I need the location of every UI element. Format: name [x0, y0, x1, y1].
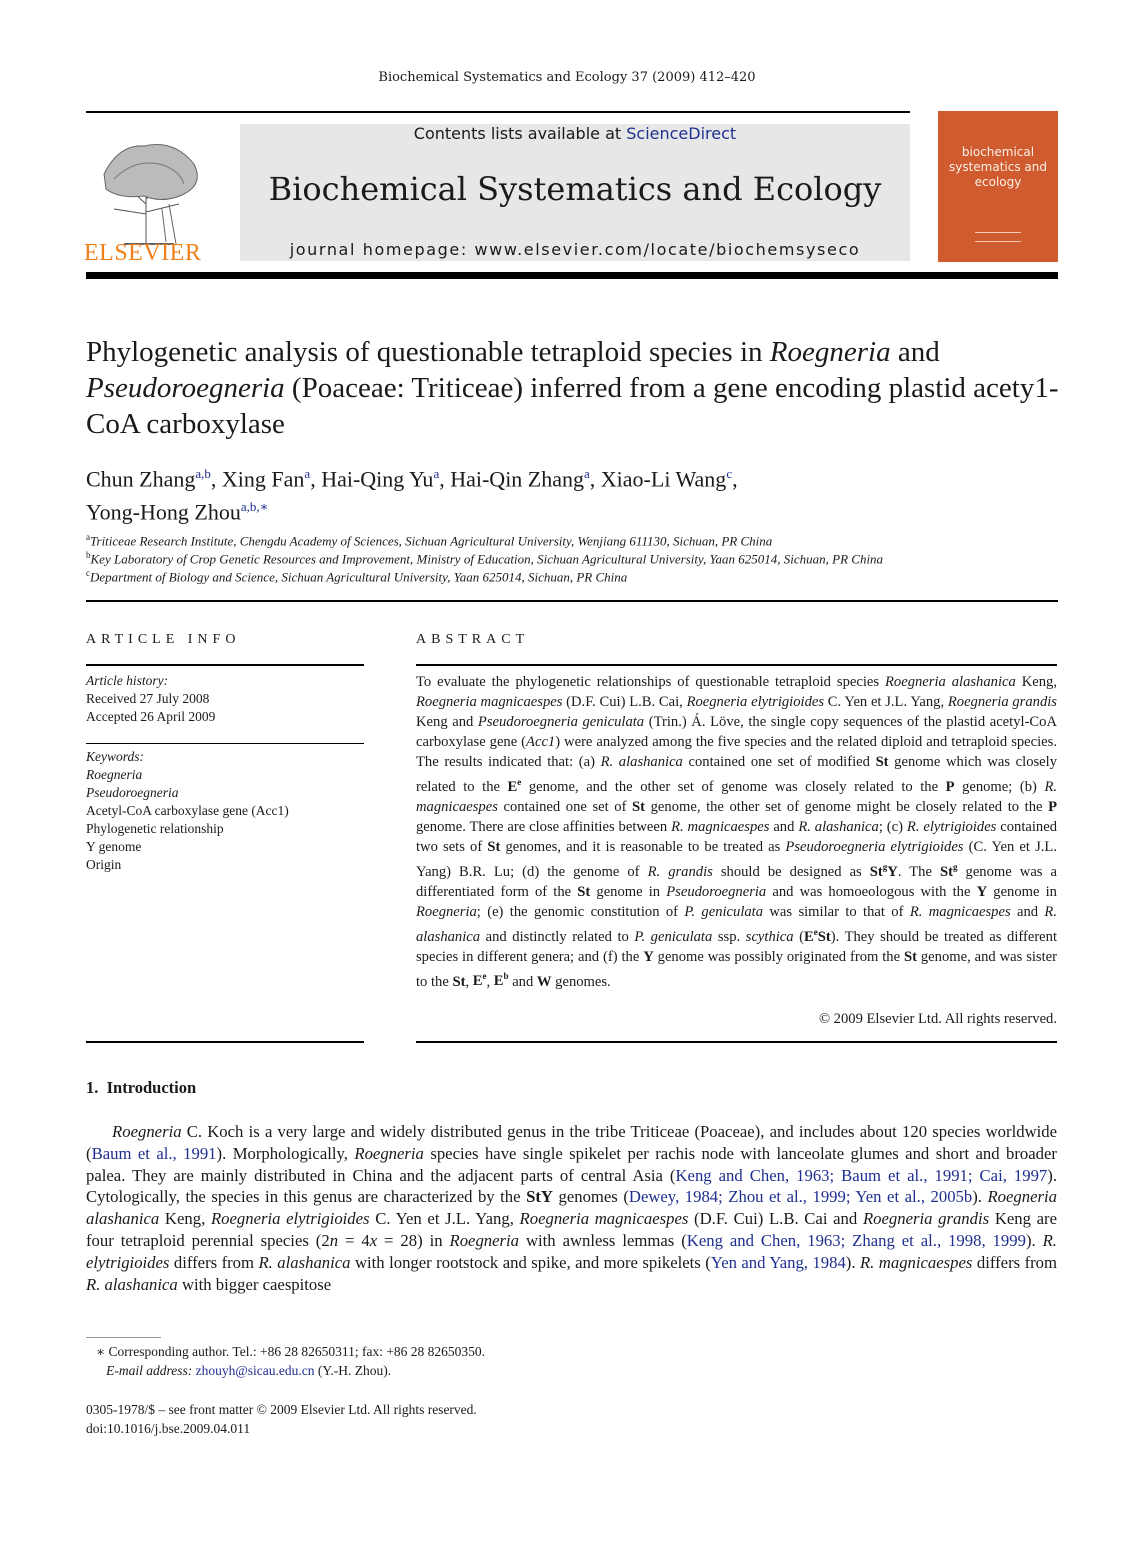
front-matter-note [86, 1400, 477, 1438]
author-name: Xing Fan [221, 466, 305, 492]
article-info-rule [86, 664, 364, 666]
masthead-top-rule [86, 111, 910, 113]
citation-link[interactable]: Keng and Chen, 1963; Zhang et al., 1998, 1999 [686, 1230, 1026, 1250]
author-name: Hai-Qing Yu [321, 466, 434, 492]
abstract-bottom-rule [416, 1041, 1057, 1043]
article-info-heading: ARTICLE INFO [86, 632, 241, 647]
running-header: Biochemical Systematics and Ecology 37 (2009) 412–420 [378, 70, 756, 85]
citation-link[interactable]: Keng and Chen, 1963; Baum et al., 1991; Cai, 1997 [675, 1165, 1048, 1185]
citation-link[interactable]: Baum et al., 1991 [91, 1143, 217, 1163]
keyword: Acetyl-CoA carboxylase gene (Acc1) [86, 803, 289, 818]
footnote-rule [86, 1337, 161, 1338]
front-matter: 0305-1978/$ – see front matter © 2009 Elsevier Ltd. All rights reserved. [86, 1402, 477, 1417]
article-title [86, 334, 1066, 442]
author-list: Chun Zhang$^{a,b}$, Xing Fan$^a$, Hai-Qing Yu$^a$, Hai-Qin Zhang$^a$, Xiao-Li Wang$^c$, Yong-Hong Zhou$^{a,b,∗}$ [86, 466, 738, 525]
keyword: Roegneria [86, 767, 143, 782]
title-part: Phylogenetic analysis of questionable tetraploid species in [86, 336, 770, 368]
abstract-copyright: © 2009 Elsevier Ltd. All rights reserved. [818, 1011, 1057, 1027]
email-label: E-mail address: [106, 1363, 193, 1378]
abstract-rule [416, 664, 1057, 666]
publisher-wordmark: ELSEVIER [84, 240, 202, 266]
received-date: Received 27 July 2008 [86, 691, 210, 706]
corresponding-author-note [96, 1342, 485, 1380]
email-link[interactable]: zhouyh@sicau.edu.cn [195, 1363, 315, 1378]
masthead-bottom-rule [86, 272, 1058, 279]
header-divider [86, 600, 1058, 602]
introduction-heading: 1. Introduction [86, 1078, 197, 1097]
abstract-heading: ABSTRACT [416, 632, 530, 647]
title-genus-pseudoroegneria: Pseudoroegneria [86, 372, 285, 404]
history-label: Article history: [86, 673, 169, 688]
author-name: Yong-Hong Zhou [86, 499, 241, 525]
affiliation-marker: a [86, 532, 90, 542]
title-part: (Poaceae: Triticeae) inferred from a gene encoding plastid acety1-CoA carboxylase [86, 372, 1059, 440]
keyword: Origin [86, 857, 122, 872]
affiliation [86, 565, 1066, 585]
title-part: and [890, 336, 940, 368]
citation-link[interactable]: Dewey, 1984; Zhou et al., 1999; Yen et al., 2005b [628, 1187, 973, 1207]
cover-small-logo-icon [975, 232, 1021, 242]
affiliation-marker: c [86, 568, 90, 578]
contents-prefix: Contents lists available at [413, 124, 627, 143]
author-affil-link[interactable]: c [726, 466, 733, 481]
keywords-label: Keywords: [86, 749, 144, 764]
keyword: Phylogenetic relationship [86, 821, 224, 836]
corresponding-text: ∗ Corresponding author. Tel.: +86 28 82650311; fax: +86 28 82650350. [96, 1344, 486, 1359]
citation-link[interactable]: Yen and Yang, 1984 [710, 1252, 846, 1272]
keyword: Y genome [86, 839, 142, 854]
cover-title: biochemical systematics and ecology [948, 145, 1047, 189]
author-affil-link[interactable]: a [433, 466, 440, 481]
journal-homepage[interactable]: journal homepage: www.elsevier.com/locate/biochemsyseco [289, 240, 861, 259]
author-affil-link[interactable]: a,b,∗ [240, 499, 269, 515]
abstract-text: To evaluate the phylogenetic relationships of questionable tetraploid species Roegneria alashanica Keng, Roegneria magnicaespes (D.F. Cui) L.B. Cai, Roegneria elytrigioides C. Yen et J.L. Yang, Roegneria grandis Keng and Pseudoroegneria geniculata (Trin.) Á. Löve, the single copy sequences of the plastid acetyl-CoA carboxylase gene (Acc1) were analyzed among the five species and the related diploid and tetraploid species. The results indicated that: (a) R. alashanica contained one set of modified St genome which was closely related to the $E^e$ genome, and the other set of genome was closely related to the P genome; (b) R. magnicaespes contained one set of St genome, the other set of genome might be closely related to the P genome. There are close affinities between R. magnicaespes and R. alashanica; (c) R. elytrigioides contained two sets of St genomes, and it is reasonable to be treated as Pseudoroegneria elytrigioides (C. Yen et J.L. Yang) B.R. Lu; (d) the genome of R. grandis should be designed as St$^g$Y. The St$^g$ genome was a differentiated form of the St genome in Pseudoroegneria and was homoeologous with the Y genome in Roegneria; (e) the genomic constitution of P. geniculata was similar to that of R. magnicaespes and R. alashanica and distinctly related to P. geniculata ssp. scythica $(E^eSt)$. They should be treated as different species in different genera; and (f) the Y genome was possibly originated from the St genome, and was sister to the St, $E^e$, $E^b$ and W genomes. [416, 674, 1058, 990]
affiliation-text: Department of Biology and Science, Sichuan Agricultural University, Yaan 625014, Sichuan, PR China [90, 569, 628, 585]
affiliation-text: Key Laboratory of Crop Genetic Resources and Improvement, Ministry of Education, Sichuan Agricultural University, Yaan 625014, Sichuan, PR China [90, 551, 884, 567]
accepted-date: Accepted 26 April 2009 [86, 709, 216, 724]
author-affil-link[interactable]: a,b [195, 466, 211, 481]
doi[interactable]: doi:10.1016/j.bse.2009.04.011 [86, 1421, 251, 1436]
sciencedirect-link[interactable]: ScienceDirect [626, 124, 737, 143]
journal-title: Biochemical Systematics and Ecology [268, 170, 882, 208]
article-info-bottom-rule [86, 1041, 364, 1043]
author-name: Xiao-Li Wang [600, 466, 727, 492]
affiliation-marker: b [86, 550, 91, 560]
keywords-block [86, 748, 364, 874]
introduction-paragraph: Roegneria C. Koch is a very large and widely distributed genus in the tribe Triticeae (Poaceae), and includes about 120 species worldwide (Baum et al., 1991). Morphologically, Roegneria species have single spikelet per rachis node with lanceolate glumes and short and broader palea. They are mainly distributed in China and the adjacent parts of central Asia (Keng and Chen, 1963; Baum et al., 1991; Cai, 1997). Cytologically, the species in this genus are characterized by the StY genomes (Dewey, 1984; Zhou et al., 1999; Yen et al., 2005b). Roegneria alashanica Keng, Roegneria elytrigioides C. Yen et J.L. Yang, Roegneria magnicaespes (D.F. Cui) L.B. Cai and Roegneria grandis Keng are four tetraploid perennial species (2n = 4x = 28) in Roegneria with awnless lemmas (Keng and Chen, 1963; Zhang et al., 1998, 1999). R. elytrigioides differs from R. alashanica with longer rootstock and spike, and more spikelets (Yen and Yang, 1984). R. magnicaespes differs from R. alashanica with bigger caespitose [86, 1122, 1058, 1294]
keywords-rule [86, 743, 364, 744]
author-affil-link[interactable]: a [304, 466, 311, 481]
author-affil-link[interactable]: a [584, 466, 590, 481]
title-genus-roegneria: Roegneria [769, 336, 891, 368]
email-suffix: (Y.-H. Zhou). [314, 1363, 392, 1378]
article-history [86, 672, 364, 726]
author-name: Hai-Qin Zhang [450, 466, 585, 492]
author-name: Chun Zhang [86, 466, 196, 492]
keyword: Pseudoroegneria [86, 785, 179, 800]
contents-line [240, 124, 910, 143]
affiliation-text: Triticeae Research Institute, Chengdu Academy of Sciences, Sichuan Agricultural University, Wenjiang 611130, Sichuan, PR China [90, 533, 773, 549]
